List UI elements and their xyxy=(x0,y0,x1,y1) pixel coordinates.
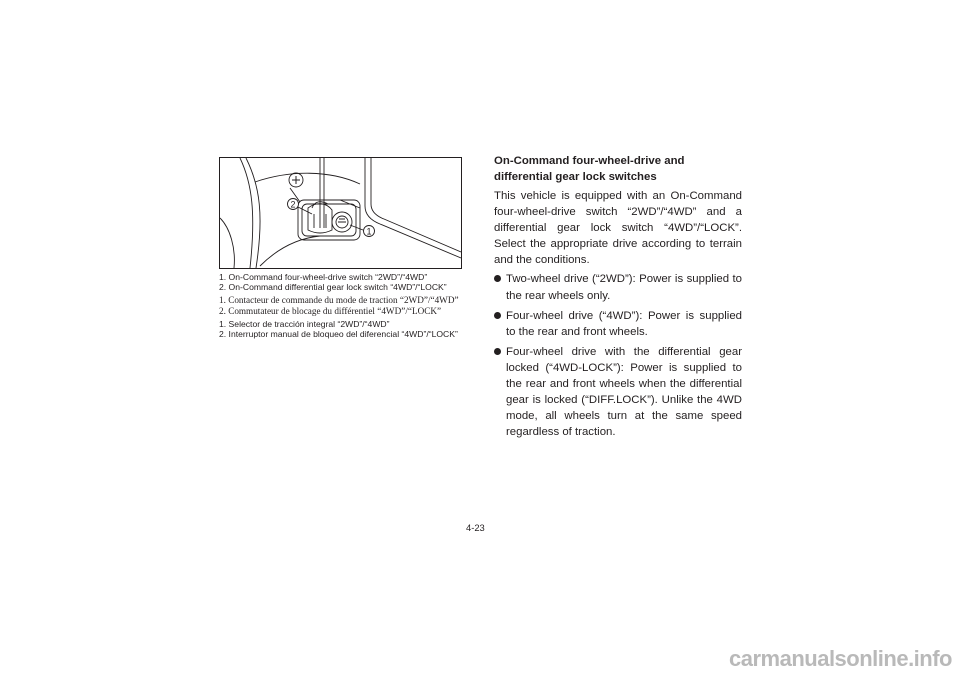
callout-2: 2 xyxy=(290,199,296,210)
switch-illustration xyxy=(219,157,462,269)
callout-1: 1 xyxy=(366,226,372,237)
caption-english xyxy=(219,272,469,292)
caption-fr-2: 2. Commutateur de blocage du différentiel “4WD”/“LOCK” xyxy=(219,305,442,316)
section-content xyxy=(494,153,742,444)
caption-spanish xyxy=(219,319,469,339)
caption-es-1: 1. Selector de tracción integral “2WD”/“4WD” xyxy=(219,318,390,329)
caption-french xyxy=(219,295,469,315)
caption-en-1: 1. On-Command four-wheel-drive switch “2WD”/“4WD” xyxy=(219,272,428,282)
list-item: Four-wheel drive (“4WD”): Power is supplied to the rear and front wheels. xyxy=(494,308,742,340)
switch-diagram xyxy=(220,158,461,268)
intro-paragraph: This vehicle is equipped with an On-Command four-wheel-drive switch “2WD”/“4WD” and a differential gear lock switch “4WD”/“LOCK”. Select the appropriate drive according to terrain and the conditions. xyxy=(494,190,742,267)
caption-en-2: 2. On-Command differential gear lock switch “4WD”/“LOCK” xyxy=(219,282,447,293)
page-number: 4-23 xyxy=(466,522,485,533)
list-item: Two-wheel drive (“2WD”): Power is supplied to the rear wheels only. xyxy=(494,271,742,303)
caption-fr-1: 1. Contacteur de commande du mode de traction “2WD”/“4WD” xyxy=(219,295,459,306)
drive-mode-list xyxy=(494,271,742,440)
watermark-link[interactable]: carmanualsonline.info xyxy=(729,646,952,671)
list-item: Four-wheel drive with the differential gear locked (“4WD-LOCK”): Power is supplied to the rear and front wheels when the differential gear is locked (“DIFF.LOCK”). Unlike the 4WD mode, all wheels turn at the same speed regardless of traction. xyxy=(494,344,742,441)
bullet-icon xyxy=(494,275,501,282)
caption-es-2: 2. Interruptor manual de bloqueo del diferencial “4WD”/“LOCK” xyxy=(219,329,458,340)
figure-captions xyxy=(219,272,469,342)
section-heading: On-Command four-wheel-drive and differential gear lock switches xyxy=(494,155,685,183)
bullet-icon xyxy=(494,312,501,319)
bullet-icon xyxy=(494,348,501,355)
